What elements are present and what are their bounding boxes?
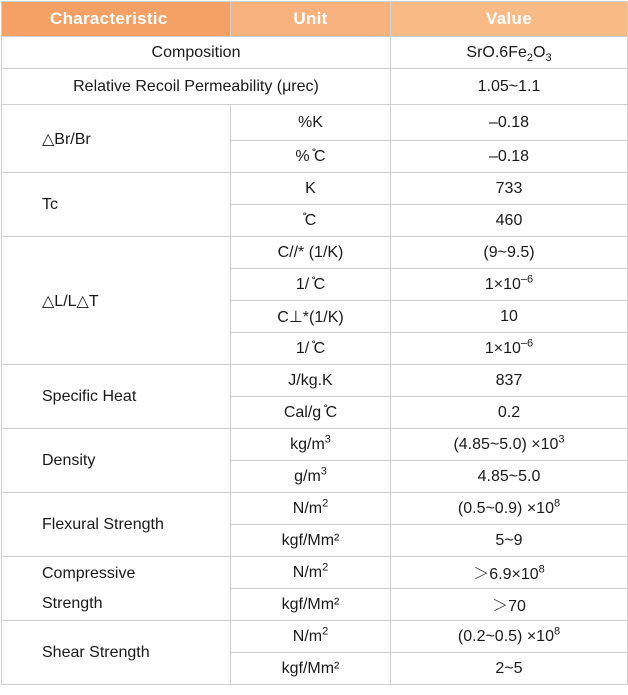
recoil-value: 1.05~1.1 bbox=[391, 69, 628, 105]
value-cell: ＞70 bbox=[391, 589, 628, 621]
properties-table bbox=[1, 1, 628, 685]
table-row bbox=[2, 173, 628, 205]
table-row bbox=[2, 557, 628, 589]
unit-cell: % ̊C bbox=[231, 141, 391, 173]
value-cell: 837 bbox=[391, 365, 628, 397]
value-cell: –0.18 bbox=[391, 105, 628, 141]
unit-cell: kgf/Mm² bbox=[231, 525, 391, 557]
unit-cell: 1/ ̊C bbox=[231, 269, 391, 301]
unit-cell: $kg/m^3$ bbox=[231, 429, 391, 461]
flexural-label: Flexural Strength bbox=[2, 493, 231, 557]
unit-cell: $g/m^3$ bbox=[231, 461, 391, 493]
value-cell: $1\times 10^{-6}$ bbox=[391, 269, 628, 301]
value-cell: –0.18 bbox=[391, 141, 628, 173]
value-cell: 2~5 bbox=[391, 653, 628, 685]
value-cell: 0.2 bbox=[391, 397, 628, 429]
tc-label: Tc bbox=[2, 173, 231, 237]
recoil-label: Relative Recoil Permeability (μrec) bbox=[2, 69, 391, 105]
value-cell: $1\times 10^{-6}$ bbox=[391, 333, 628, 365]
table-row bbox=[2, 69, 628, 105]
composition-label: Composition bbox=[2, 37, 391, 69]
value-cell: 4.85~5.0 bbox=[391, 461, 628, 493]
value-cell: (0.2~0.5) $\times 10^8$ bbox=[391, 621, 628, 653]
table-row bbox=[2, 37, 628, 69]
unit-cell: $N/m^2$ bbox=[231, 493, 391, 525]
header-characteristic: Characteristic bbox=[2, 2, 231, 37]
header-row bbox=[2, 2, 628, 37]
value-cell: 460 bbox=[391, 205, 628, 237]
unit-cell: J/kg.K bbox=[231, 365, 391, 397]
unit-cell: ̊C bbox=[231, 205, 391, 237]
unit-cell: %K bbox=[231, 105, 391, 141]
table-row bbox=[2, 621, 628, 653]
unit-cell: $N/m^2$ bbox=[231, 621, 391, 653]
delta-br-label: △Br/Br bbox=[2, 105, 231, 173]
value-cell: 733 bbox=[391, 173, 628, 205]
unit-cell: C//* (1/K) bbox=[231, 237, 391, 269]
composition-value: $SrO.6Fe_2O_3$ bbox=[391, 37, 628, 69]
compressive-label: Compressive Strength bbox=[2, 557, 231, 621]
unit-cell: C⊥*(1/K) bbox=[231, 301, 391, 333]
table-row bbox=[2, 365, 628, 397]
value-cell: (4.85~5.0) $\times 10^3$ bbox=[391, 429, 628, 461]
unit-cell: $N/m^2$ bbox=[231, 557, 391, 589]
unit-cell: 1/ ̊C bbox=[231, 333, 391, 365]
header-value: Value bbox=[391, 2, 628, 37]
value-cell: (9~9.5) bbox=[391, 237, 628, 269]
table-row bbox=[2, 237, 628, 269]
shear-label: Shear Strength bbox=[2, 621, 231, 685]
table-row bbox=[2, 493, 628, 525]
value-cell: 5~9 bbox=[391, 525, 628, 557]
unit-cell: kgf/Mm² bbox=[231, 589, 391, 621]
unit-cell: Cal/g ̊C bbox=[231, 397, 391, 429]
table-row bbox=[2, 105, 628, 141]
table-row bbox=[2, 429, 628, 461]
value-cell: $>6.9\times 10^8$ bbox=[391, 557, 628, 589]
unit-cell: kgf/Mm² bbox=[231, 653, 391, 685]
value-cell: 10 bbox=[391, 301, 628, 333]
value-cell: (0.5~0.9) $\times 10^8$ bbox=[391, 493, 628, 525]
header-unit: Unit bbox=[231, 2, 391, 37]
delta-l-label: △L/L△T bbox=[2, 237, 231, 365]
unit-cell: K bbox=[231, 173, 391, 205]
specific-heat-label: Specific Heat bbox=[2, 365, 231, 429]
density-label: Density bbox=[2, 429, 231, 493]
